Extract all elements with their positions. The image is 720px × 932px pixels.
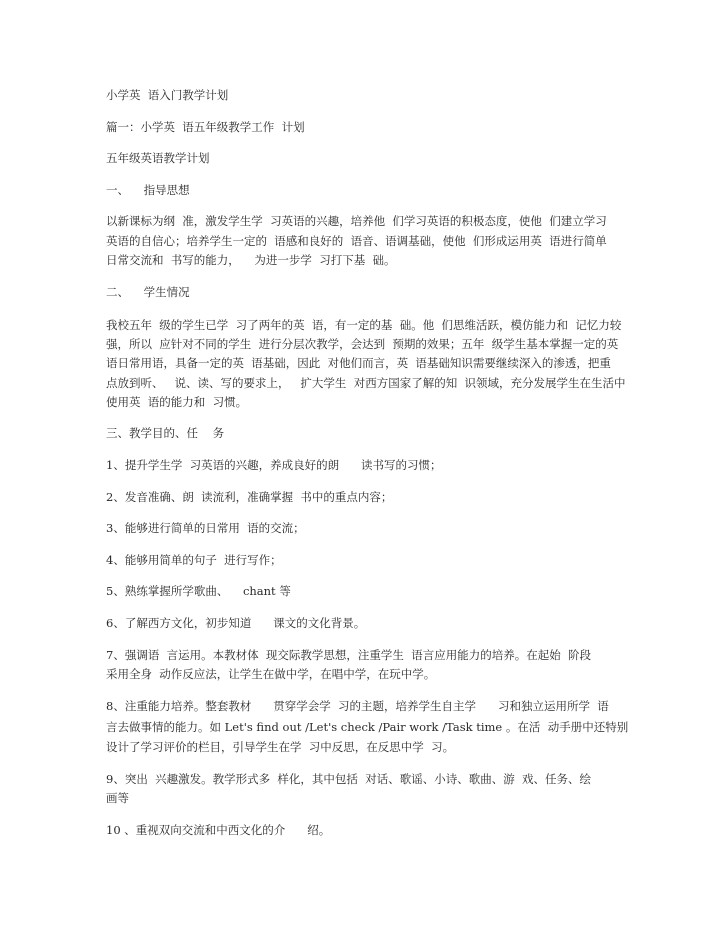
list-item: 9、突出 兴趣激发。教学形式多 样化，其中包括 对话、歌谣、小诗、歌曲、游 戏、任务、绘	[106, 772, 592, 786]
document-subtitle: 篇一：小学英 语五年级教学工作 计划	[106, 120, 305, 134]
list-item-continuation: 设计了学习评价的栏目，引导学生在学 习中反思，在反思中学 习。	[106, 740, 455, 754]
list-item: 2、发音准确、朗 读流利，准确掌握 书中的重点内容；	[106, 490, 393, 504]
section2-line: 强，所以 应针对不同的学生 进行分层次教学，会达到 预期的效果；五年 级学生基本掌握一定的英	[106, 337, 619, 351]
section1-line: 日常交流和 书写的能力， 为进一步学 习打下基 础。	[106, 253, 396, 267]
section2-line: 语日常用语，具备一定的英 语基础，因此 对他们而言，英 语基础知识需要继续深入的渗透，把重	[106, 356, 611, 370]
list-item: 3、能够进行简单的日常用 语的交流；	[106, 521, 305, 535]
section1-line: 英语的自信心；培养学生一定的 语感和良好的 语音、语调基础，使他 们形成运用英 语进行简单	[106, 234, 607, 248]
list-item: 5、熟练掌握所学歌曲、 chant 等	[106, 584, 291, 598]
section2-line: 点放到听、 说、读、写的要求上， 扩大学生 对西方国家了解的知 识领域，充分发展学生在生活中	[106, 376, 626, 390]
plan-title: 五年级英语教学计划	[106, 151, 210, 165]
list-item-continuation: 画等	[106, 791, 129, 805]
document-title: 小学英 语入门教学计划	[106, 88, 229, 102]
section1-heading: 一、 指导思想	[106, 183, 190, 197]
list-item: 1、提升学生学 习英语的兴趣，养成良好的朗 读书写的习惯；	[106, 458, 442, 472]
section2-line: 使用英 语的能力和 习惯。	[106, 395, 248, 409]
section2-heading: 二、 学生情况	[106, 285, 190, 299]
section2-line: 我校五年 级的学生已学 习了两年的英 语，有一定的基 础。他 们思维活跃，模仿能力和 记忆力较	[106, 318, 622, 332]
list-item-continuation: 言去做事情的能力。如 Let's find out /Let's check /Pair work /Task time 。在活 动手册中还特别	[106, 720, 629, 734]
section3-heading: 三、教学目的、任 务	[106, 426, 225, 440]
list-item: 8、注重能力培养。整套教材 贯穿学会学 习的主题，培养学生自主学 习和独立运用所学 语	[106, 699, 609, 713]
list-item-continuation: 采用全身 动作反应法，让学生在做中学，在唱中学，在玩中学。	[106, 667, 436, 681]
list-item: 6、了解西方文化，初步知道 课文的文化背景。	[106, 616, 366, 630]
list-item: 10 、重视双向交流和中西文化的介 绍。	[106, 823, 331, 837]
list-item: 7、强调语 言运用。本教材体 现交际教学思想，注重学生 语言应用能力的培养。在起始 阶段	[106, 648, 592, 662]
list-item: 4、能够用简单的句子 进行写作；	[106, 553, 282, 567]
section1-line: 以新课标为纲 准，激发学生学 习英语的兴趣，培养他 们学习英语的积极态度，使他 们建立学习	[106, 214, 607, 228]
